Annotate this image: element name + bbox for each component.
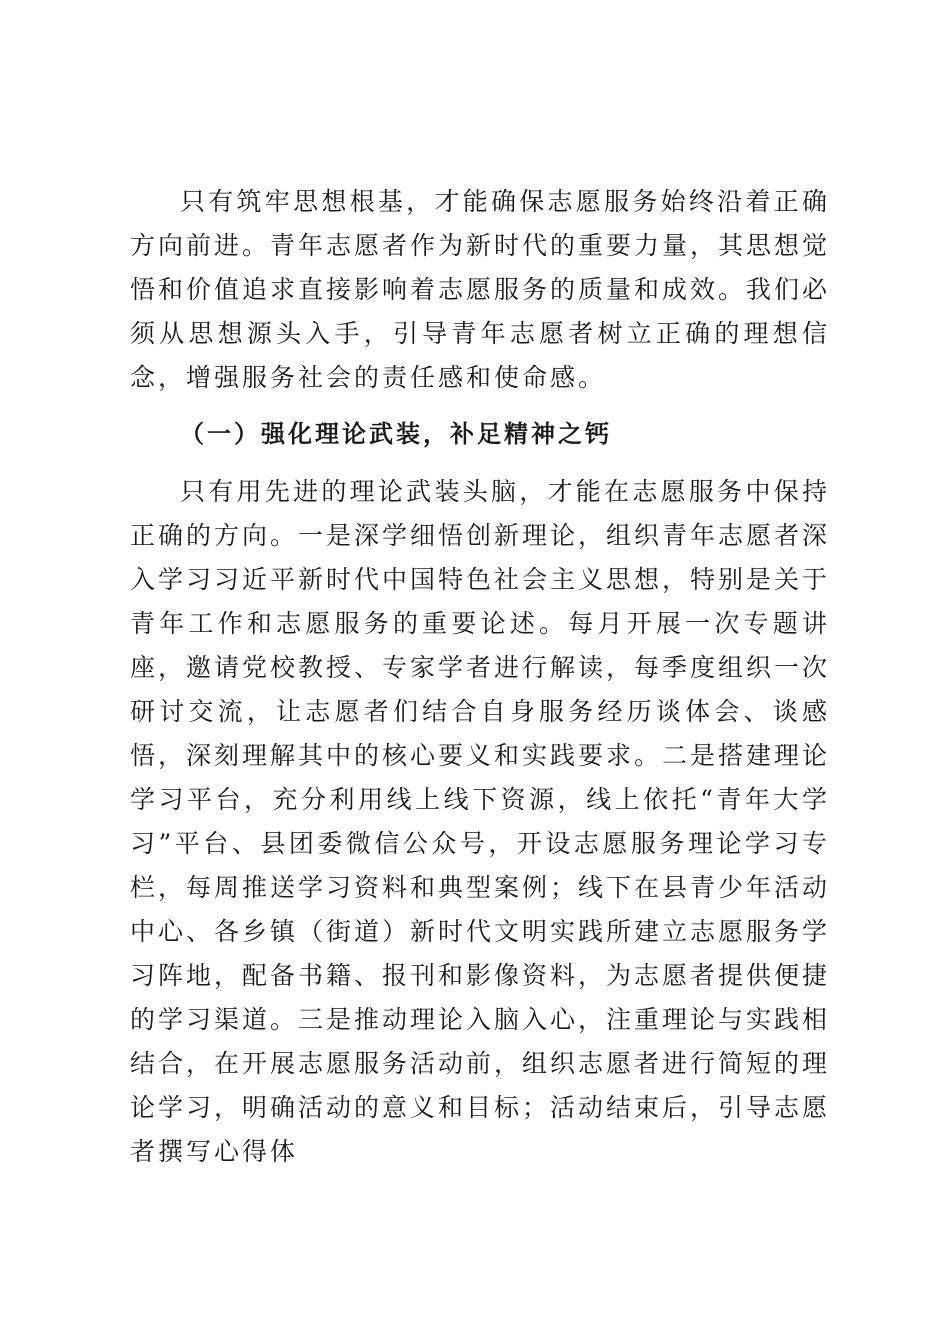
section-heading: （一）强化理论武装，补足精神之钙 (180, 420, 612, 448)
section-body-paragraph: 只有用先进的理论武装头脑，才能在志愿服务中保持正确的方向。一是深学细悟创新理论，组织青年志愿者深入学习习近平新时代中国特色社会主义思想，特别是关于青年工作和志愿服务的重要论述。每月开展一次专题讲座，邀请党校教授、专家学者进行解读，每季度组织一次研讨交流，让志愿者们结合自身服务经历谈体会、谈感悟，深刻理解其中的核心要义和实践要求。二是搭建理论学习平台，充分利用线上线下资源，线上依托“青年大学习”平台、县团委微信公众号，开设志愿服务理论学习专栏，每周推送学习资料和典型案例；线下在县青少年活动中心、各乡镇（街道）新时代文明实践所建立志愿服务学习阵地，配备书籍、报刊和影像资料，为志愿者提供便捷的学习渠道。三是推动理论入脑入心，注重理论与实践相结合，在开展志愿服务活动前，组织志愿者进行简短的理论学习，明确活动的意义和目标；活动结束后，引导志愿者撰写心得体 (130, 477, 831, 1166)
document-body (130, 180, 830, 1174)
intro-paragraph: 只有筑牢思想根基，才能确保志愿服务始终沿着正确方向前进。青年志愿者作为新时代的重要力量，其思想觉悟和价值追求直接影响着志愿服务的质量和成效。我们必须从思想源头入手，引导青年志愿者树立正确的理想信念，增强服务社会的责任感和使命感。 (130, 187, 831, 392)
